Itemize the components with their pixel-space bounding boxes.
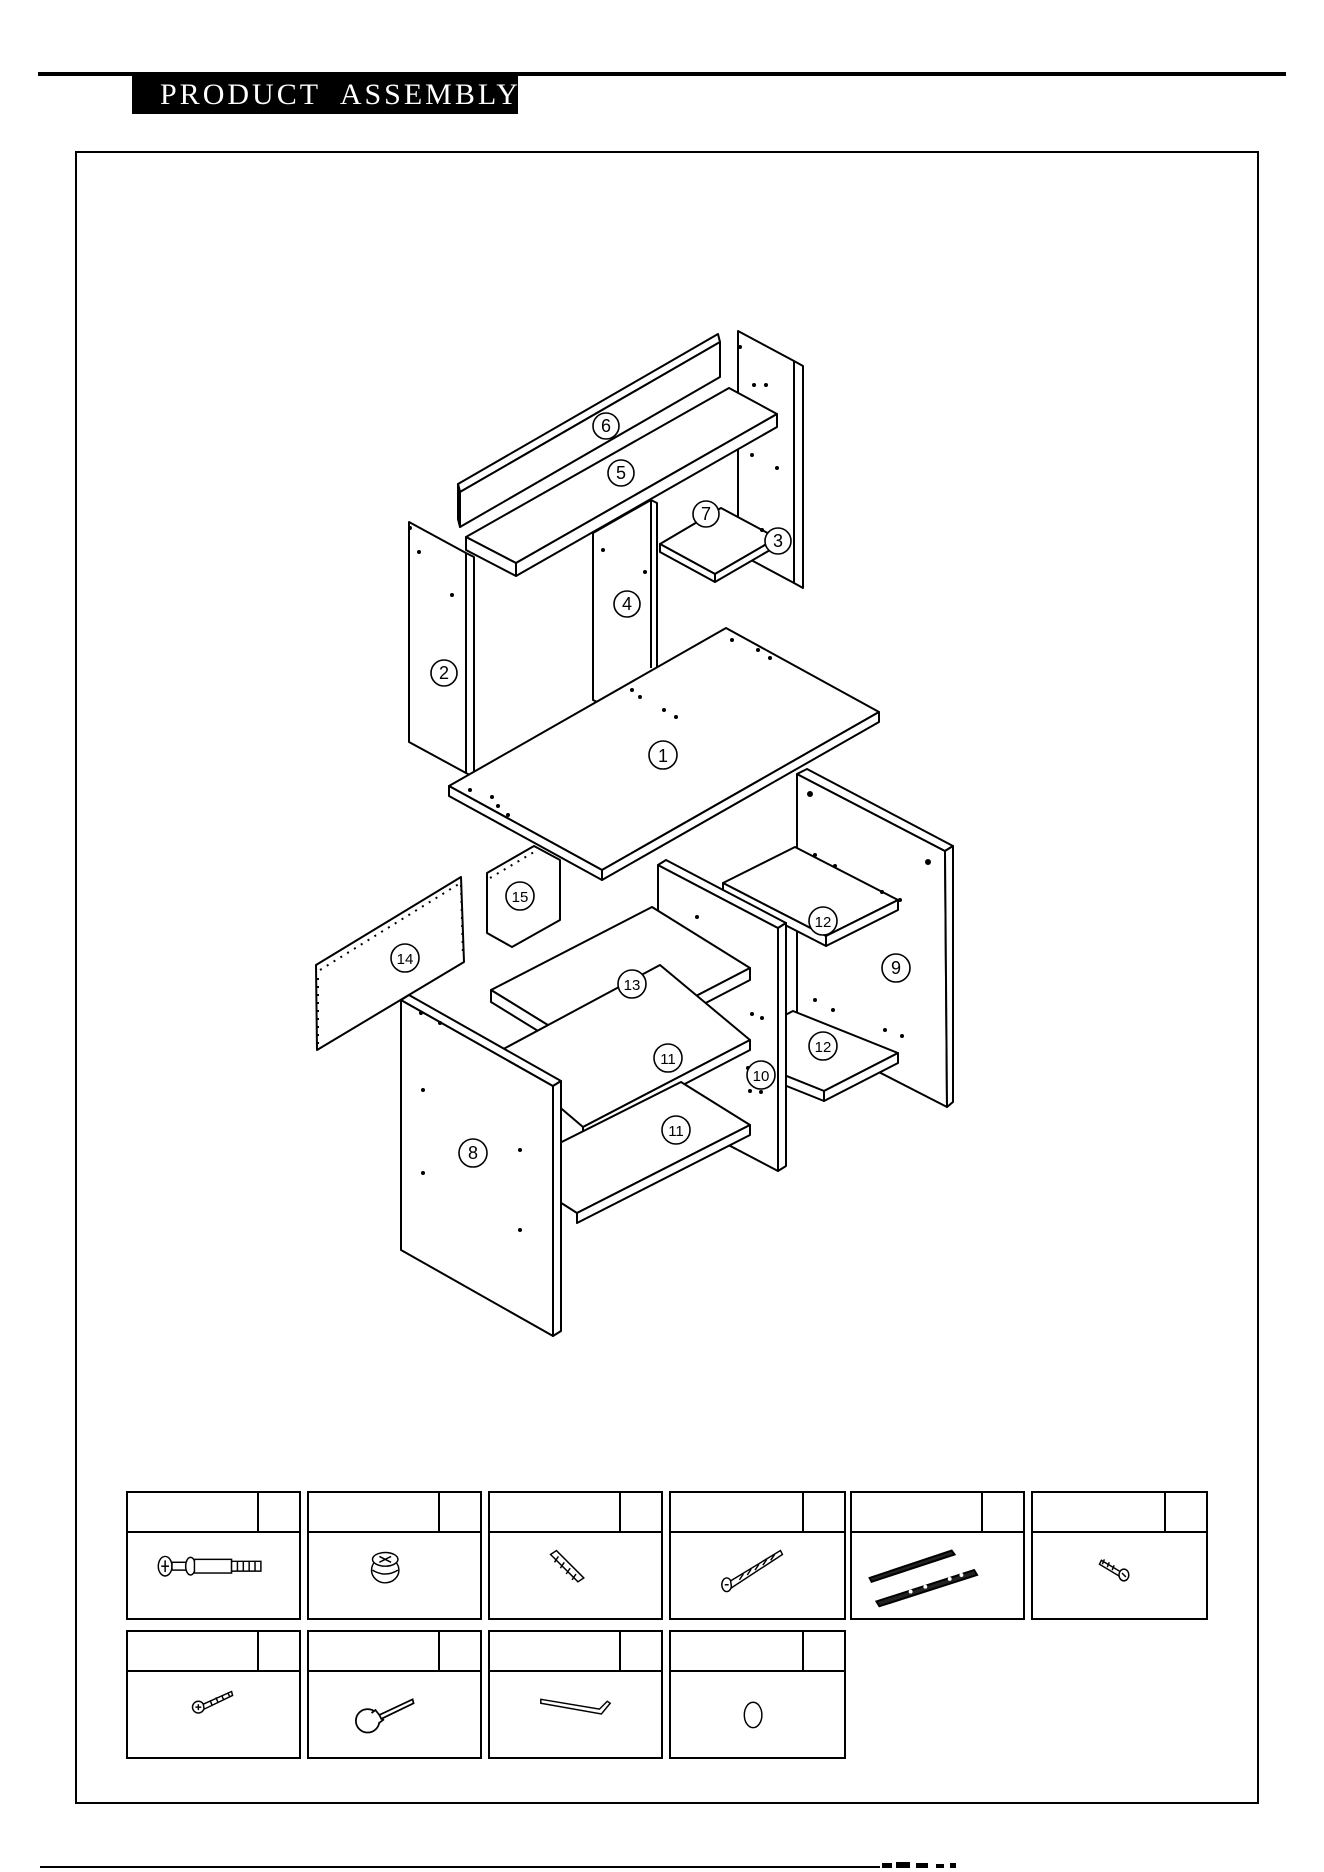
hardware-box-short-screw	[1031, 1491, 1208, 1620]
allen-key-icon	[490, 1670, 661, 1757]
hardware-box-long-screw	[669, 1491, 846, 1620]
callout-9: 9	[890, 958, 902, 978]
wood-dowel-icon	[490, 1531, 661, 1618]
hardware-box-allen-key	[488, 1630, 663, 1759]
callout-1: 1	[657, 746, 669, 766]
hardware-qty	[619, 1493, 661, 1531]
short-screw-icon	[1033, 1531, 1206, 1618]
hardware-box-cam-lock	[307, 1491, 482, 1620]
long-screw-icon	[671, 1531, 844, 1618]
callout-2: 2	[438, 663, 450, 683]
cam-lock-icon	[309, 1531, 480, 1618]
callout-11-upper: 11	[660, 1051, 676, 1068]
page-title: PRODUCT ASSEMBLY	[132, 76, 518, 114]
callout-12-upper: 12	[814, 914, 832, 931]
hardware-box-cap	[669, 1630, 846, 1759]
callout-6: 6	[600, 416, 612, 436]
hardware-box-small-screw	[126, 1630, 301, 1759]
callout-5: 5	[615, 463, 627, 483]
callout-13: 13	[623, 977, 641, 994]
glide-foot-icon	[309, 1670, 480, 1757]
callout-8: 8	[467, 1143, 479, 1163]
footer-mark	[880, 1861, 1010, 1869]
hardware-box-wood-dowel	[488, 1491, 663, 1620]
hardware-box-drawer-slide	[850, 1491, 1025, 1620]
callout-10: 10	[752, 1068, 770, 1085]
callout-14: 14	[396, 951, 414, 968]
hardware-qty	[981, 1493, 1023, 1531]
hardware-qty	[438, 1493, 480, 1531]
callout-12-lower: 12	[814, 1039, 832, 1056]
hardware-qty	[802, 1632, 844, 1670]
drawer-slide-icon	[852, 1531, 1023, 1618]
hardware-box-glide-foot	[307, 1630, 482, 1759]
small-screw-icon	[128, 1670, 299, 1757]
panel-2	[409, 522, 474, 777]
cam-bolt-icon	[128, 1531, 299, 1618]
footer-rule	[40, 1866, 880, 1868]
hardware-qty	[257, 1632, 299, 1670]
cap-icon	[671, 1670, 844, 1757]
callout-11-lower: 11	[668, 1123, 684, 1140]
callout-3: 3	[772, 531, 784, 551]
hardware-qty	[619, 1632, 661, 1670]
callout-4: 4	[621, 594, 633, 614]
hardware-box-cam-bolt	[126, 1491, 301, 1620]
callout-15: 15	[511, 889, 529, 906]
hardware-qty	[802, 1493, 844, 1531]
hardware-qty	[438, 1632, 480, 1670]
callout-7: 7	[700, 504, 712, 524]
hardware-qty	[257, 1493, 299, 1531]
hardware-qty	[1164, 1493, 1206, 1531]
